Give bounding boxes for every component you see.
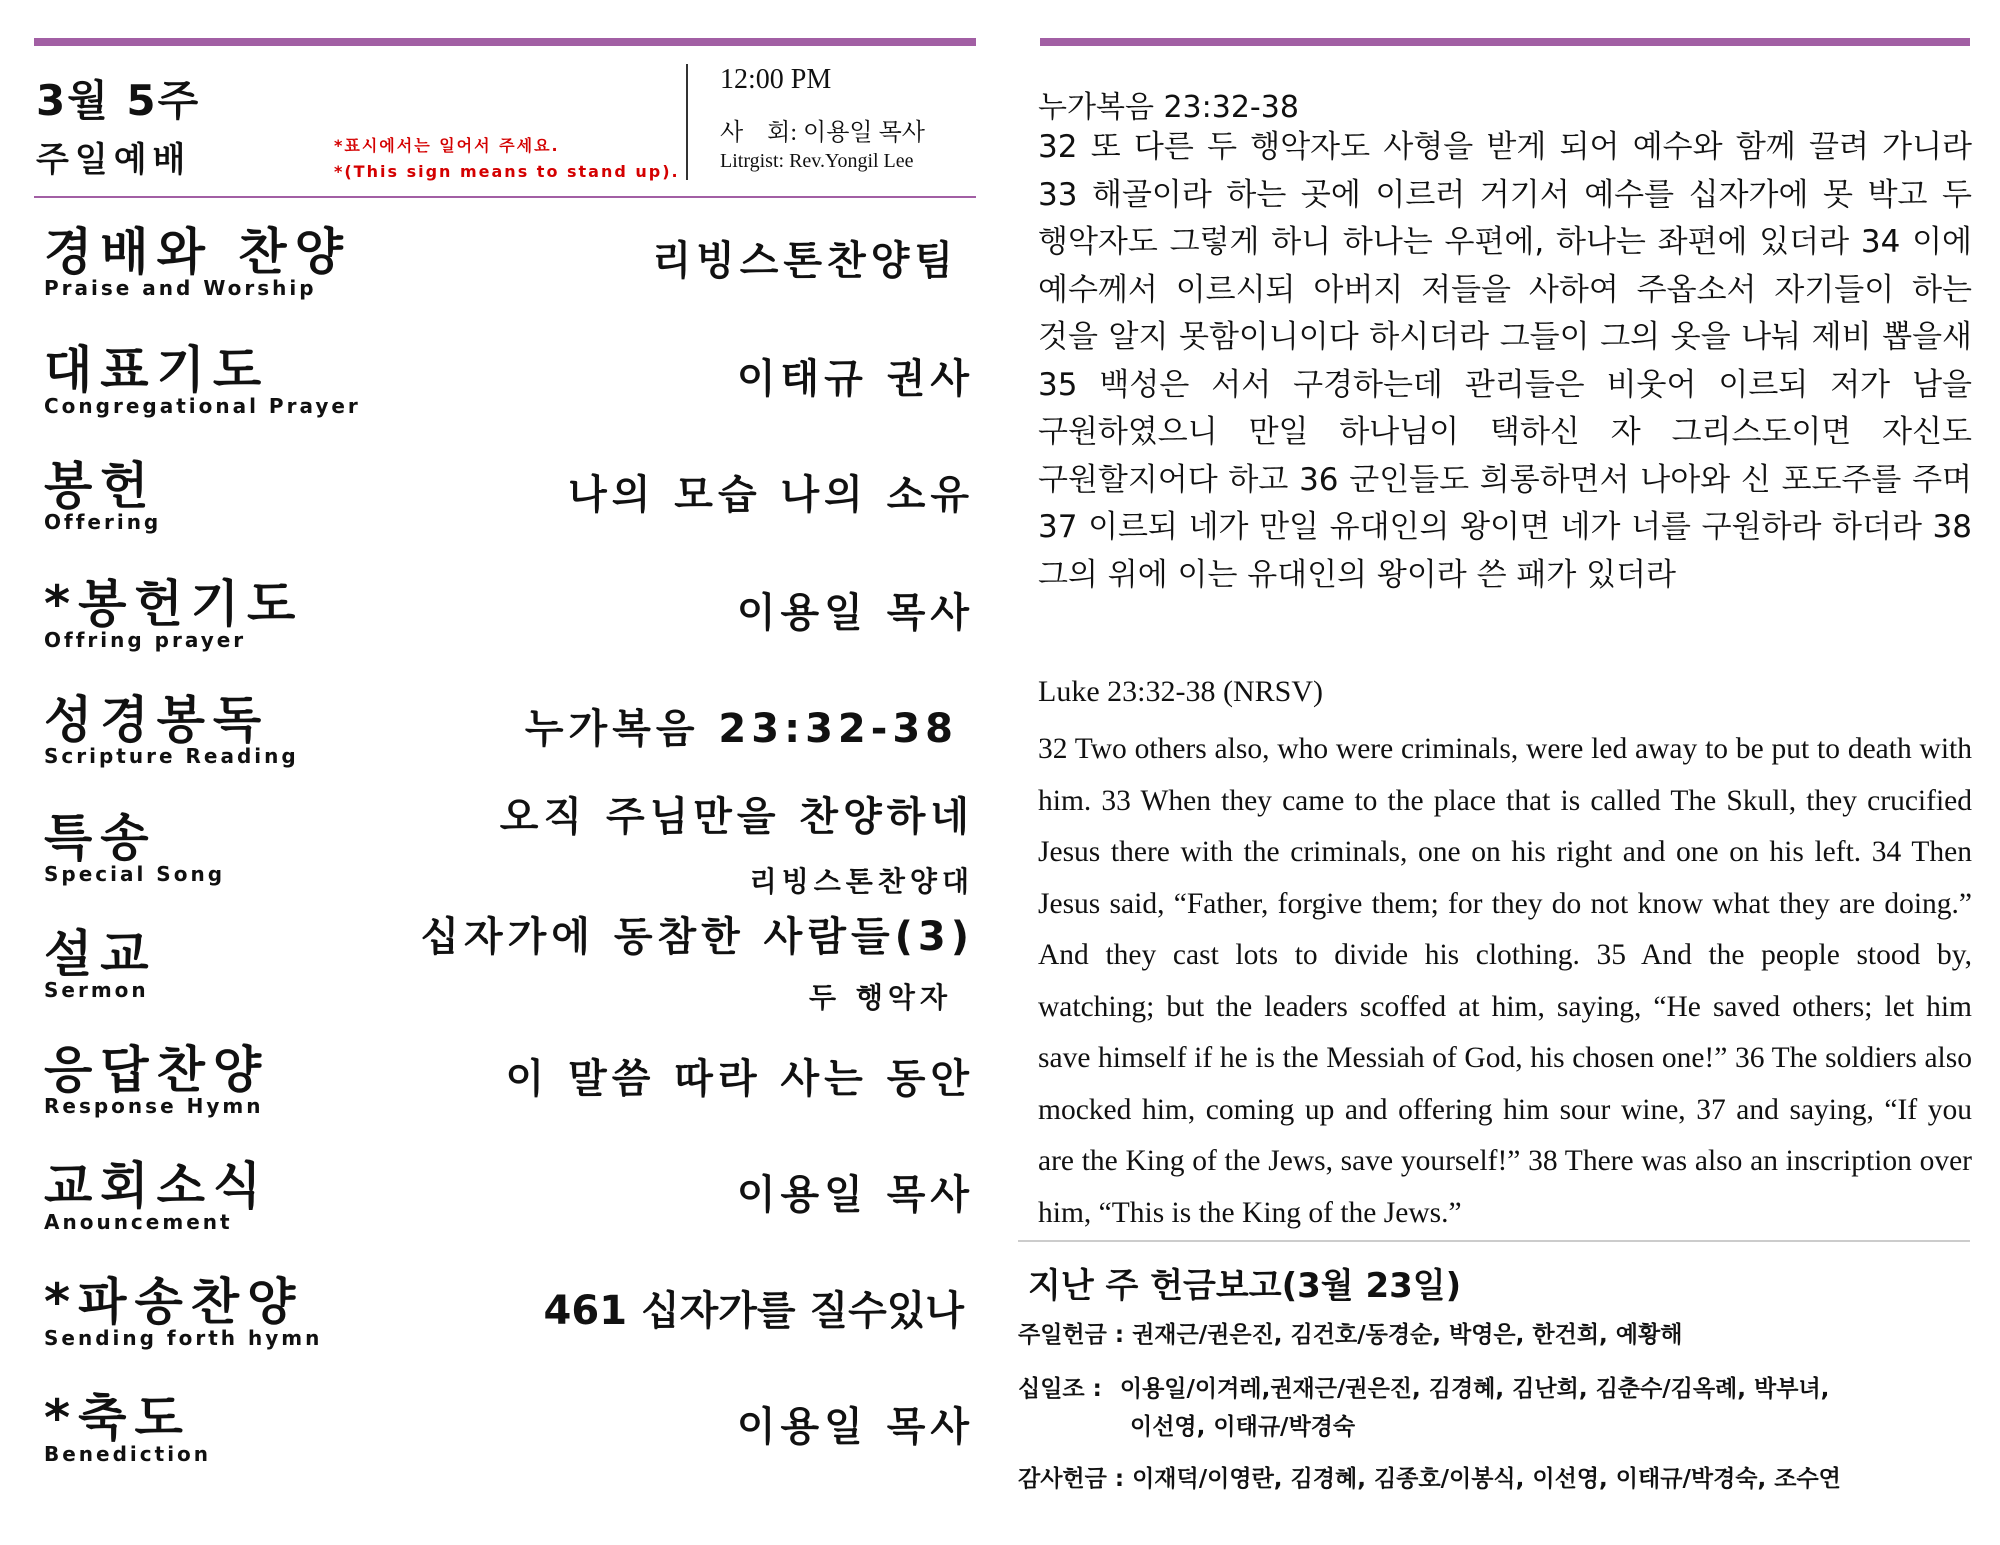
order-item-subtitle: Benediction [44,1442,212,1466]
order-item-subtitle: Congregational Prayer [44,394,361,418]
stand-note-english: *(This sign means to stand up). [334,162,680,181]
order-item-title: 대표기도 [44,341,270,399]
order-item-subtitle: Offring prayer [44,628,247,652]
order-item-subtitle: Response Hymn [44,1094,264,1118]
order-item-value: 이용일 목사 [736,1404,974,1450]
offering-row-thanks [1018,1460,1841,1493]
offering-row-sunday [1018,1316,1682,1349]
order-item-title: 성경봉독 [44,691,270,749]
scripture-passage-english: 32 Two others also, who were criminals, were led away to be put to death with him. 33 When they came to the place that is called The Skull, they crucified Jesus there with the criminals, one on his right and one on his left. 34 Then Jesus said, “Father, forgive them; for they do not know what they are doing.” And they cast lots to divide his clothing. 35 And the people stood by, watching; but the leaders scoffed at him, saying, “He saved others; let him save himself if he is the Messiah of God, his chosen one!” 36 The soldiers also mocked him, coming up and offering him sour wine, 37 and saying, “If you are the King of the Jews, save yourself!” 38 There was also an inscription over him, “This is the King of the Jews.” [1038,733,1972,1229]
offering-label: 십일조 : [1018,1376,1102,1402]
order-item-value: 이 말씀 따라 사는 동안 [505,1056,974,1102]
order-item-value: 십자가에 동참한 사람들(3) [420,914,974,960]
service-title: 주일예배 [36,140,192,180]
order-item-title: 설교 [44,925,157,983]
offering-row-tithe [1018,1370,1829,1403]
order-item-subvalue: 리빙스톤찬양대 [749,865,974,898]
order-item-value: 이용일 목사 [736,590,974,636]
order-item-value: 리빙스톤찬양팀 [652,238,958,284]
offering-label: 감사헌금 : [1018,1466,1125,1492]
order-item-title: 교회소식 [44,1157,270,1215]
offering-divider [1018,1240,1970,1242]
scripture-passage-korean: 32 또 다른 두 행악자도 사형을 받게 되어 예수와 함께 끌려 가니라 33 해골이라 하는 곳에 이르러 거기서 예수를 십자가에 못 박고 두 행악자도 그렇게 하니 하나는 우편에, 하나는 좌편에 있더라 34 이에 예수께서 이르시되 아버지 저들을 사하여 주옵소서 자기들이 하는 것을 알지 못함이니이다 하시더라 그들이 그의 옷을 나눠 제비 뽑을새 35 백성은 서서 구경하는데 관리들은 비웃어 이르되 저가 남을 구원하였으니 만일 하나님이 택하신 자 그리스도이면 자신도 구원할지어다 하고 36 군인들도 희롱하면서 나아와 신 포도주를 주며 37 이르되 네가 만일 유대인의 왕이면 네가 너를 구원하라 하더라 38 그의 위에 이는 유대인의 왕이라 쓴 패가 있더라 [1038,129,1972,593]
liturgist-korean: 사 회: 이용일 목사 [720,120,925,146]
order-item-value: 누가복음 23:32-38 [524,706,958,752]
order-item-subtitle: Praise and Worship [44,276,317,300]
offering-report-title: 지난 주 헌금보고(3월 23일) [1028,1266,1462,1306]
header-divider [686,64,688,180]
order-item-value: 461 십자가를 질수있나 [543,1288,964,1334]
order-item-subvalue: 두 행악자 [809,981,952,1014]
stand-note-korean: *표시에서는 일어서 주세요. [334,136,560,155]
liturgist-english: Litrgist: Rev.Yongil Lee [720,150,914,172]
order-item-title: 특송 [44,809,157,867]
order-item-title: 경배와 찬양 [44,223,351,281]
offering-label: 주일헌금 : [1018,1322,1125,1348]
service-time: 12:00 PM [720,64,832,95]
order-item-subtitle: Sermon [44,978,149,1002]
order-item-subtitle: Scripture Reading [44,744,299,768]
header-rule [34,196,976,198]
order-item-title: 봉헌 [44,457,157,515]
order-item-subtitle: Offering [44,510,162,534]
scripture-reference-korean: 누가복음 23:32-38 [1038,90,1299,125]
order-item-value: 오직 주님만을 찬양하네 [499,794,974,840]
order-item-subtitle: Sending forth hymn [44,1326,323,1350]
order-item-value: 나의 모습 나의 소유 [568,472,974,518]
offering-names-continued: 이선영, 이태규/박경숙 [1130,1414,1356,1440]
order-item-title: 응답찬양 [44,1041,270,1099]
offering-names: 이재덕/이영란, 김경혜, 김종호/이봉식, 이선영, 이태규/박경숙, 조수연 [1132,1466,1841,1492]
top-accent-bar-left [34,38,976,46]
top-accent-bar-right [1040,38,1970,46]
service-date: 3월 5주 [36,76,201,125]
offering-names: 이용일/이겨레,권재근/권은진, 김경혜, 김난희, 김춘수/김옥례, 박부녀, [1119,1376,1830,1402]
scripture-reference-english: Luke 23:32-38 (NRSV) [1038,675,1323,708]
order-item-value: 이용일 목사 [736,1172,974,1218]
order-item-subtitle: Anouncement [44,1210,233,1234]
offering-names: 권재근/권은진, 김건호/동경순, 박영은, 한건희, 예황해 [1132,1322,1683,1348]
order-item-title: *파송찬양 [44,1273,304,1331]
order-item-value: 이태규 권사 [736,356,974,402]
order-item-title: *봉헌기도 [44,575,304,633]
order-item-subtitle: Special Song [44,862,226,886]
order-item-title: *축도 [44,1389,191,1447]
